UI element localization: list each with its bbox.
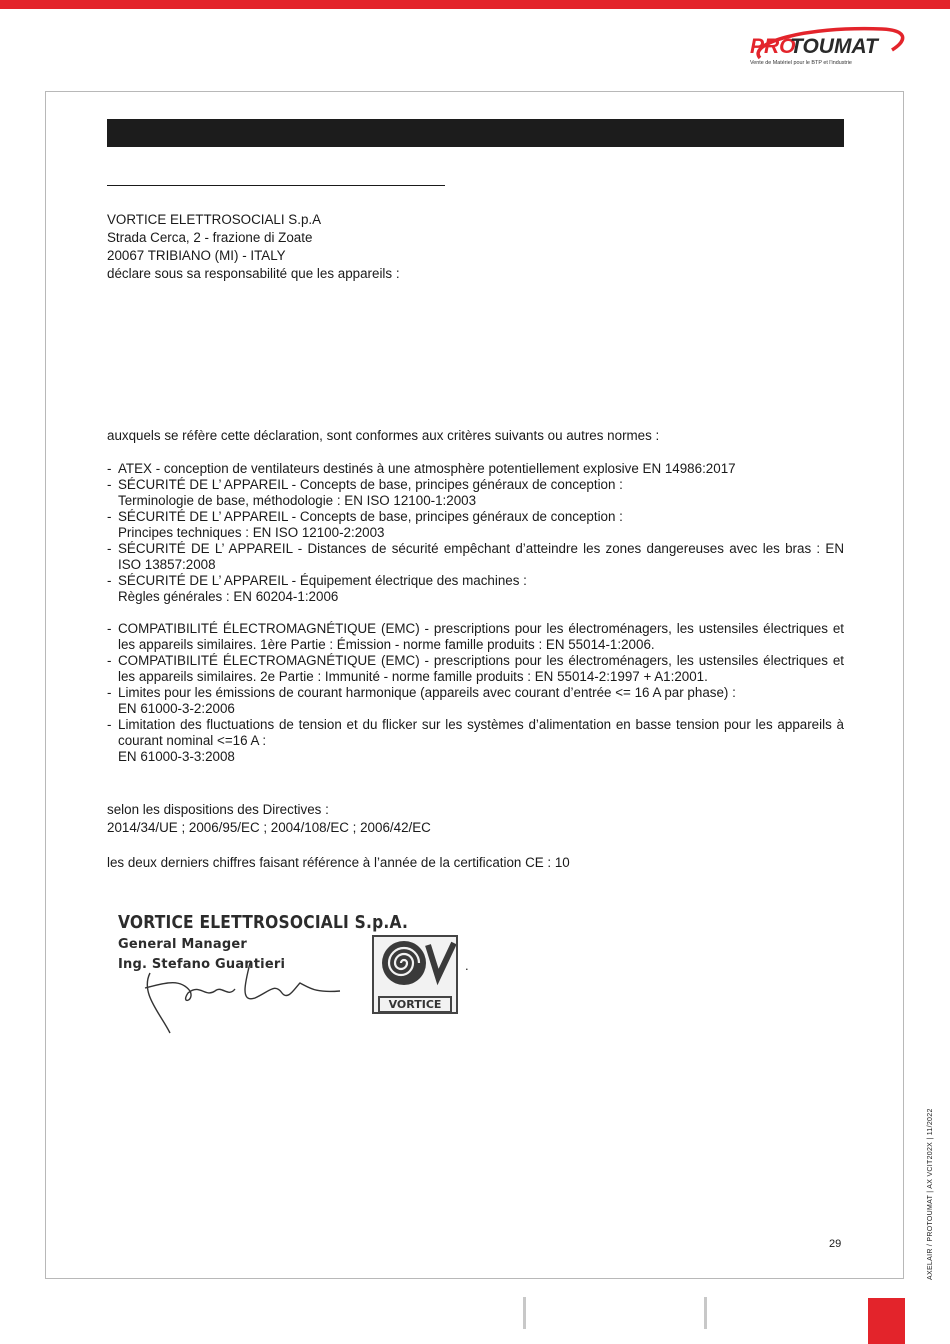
norm-text: SÉCURITÉ DE L’ APPAREIL - Équipement électrique des machines : <box>118 573 527 588</box>
footer-tick-2 <box>704 1297 707 1329</box>
norm-item <box>107 541 844 573</box>
norm-item <box>107 717 844 765</box>
norm-reference: EN 61000-3-3:2008 <box>118 749 235 764</box>
norm-item <box>107 461 844 477</box>
city-address: 20067 TRIBIANO (MI) - ITALY <box>107 248 286 263</box>
norm-text: SÉCURITÉ DE L’ APPAREIL - Concepts de base, principes généraux de conception : <box>118 477 623 492</box>
norm-text: Limitation des fluctuations de tension et du flicker sur les systèmes d’alimentation en basse tension pour les appareils à courant nominal <=16 A : <box>118 717 844 748</box>
trailing-dot: . <box>465 958 469 973</box>
bullet-dash: - <box>107 509 112 524</box>
norm-item <box>107 477 844 509</box>
norms-list <box>107 461 844 765</box>
top-accent-bar <box>0 0 950 9</box>
vortice-spiral-icon <box>374 937 456 989</box>
company-name: VORTICE ELETTROSOCIALI S.p.A <box>107 212 322 227</box>
stamp-signatory: Ing. Stefano Guantieri <box>118 957 286 972</box>
bullet-dash: - <box>107 621 112 636</box>
bullet-dash: - <box>107 573 112 588</box>
norm-text: ATEX - conception de ventilateurs destinés à une atmosphère potentiellement explosive EN 14986:2017 <box>118 461 736 476</box>
heading-rule <box>107 185 445 186</box>
norm-text: SÉCURITÉ DE L’ APPAREIL - Distances de sécurité empêchant d’atteindre les zones dangereuses avec les bras : EN ISO 13857:2008 <box>118 541 844 572</box>
logo-text-red: PRO <box>750 35 796 58</box>
stamp-role: General Manager <box>118 937 247 952</box>
vortice-logo-label: VORTICE <box>378 996 452 1013</box>
conformity-intro: auxquels se réfère cette déclaration, sont conformes aux critères suivants ou autres normes : <box>107 428 660 443</box>
norm-item <box>107 621 844 653</box>
footer-red-block <box>868 1298 905 1344</box>
footer-tick-1 <box>523 1297 526 1329</box>
stamp-company: VORTICE ELETTROSOCIALI S.p.A. <box>118 911 409 933</box>
company-stamp <box>110 905 470 1040</box>
street-address: Strada Cerca, 2 - frazione di Zoate <box>107 230 313 245</box>
protoumat-logo <box>742 24 908 72</box>
logo-text-dark: TOUMAT <box>790 35 878 58</box>
directives-label: selon les dispositions des Directives : <box>107 802 329 817</box>
norm-reference: Terminologie de base, méthodologie : EN ISO 12100-1:2003 <box>118 493 477 508</box>
handwritten-signature <box>110 953 350 1038</box>
sidebar-reference: AXELAIR / PROTOUMAT | AX VCIT202X | 11/2022 <box>927 1108 934 1280</box>
bullet-dash: - <box>107 685 112 700</box>
vortice-logo-stamp <box>372 935 458 1014</box>
norm-reference: Principes techniques : EN ISO 12100-2:2003 <box>118 525 385 540</box>
declarant-block <box>107 211 844 283</box>
norm-item <box>107 573 844 605</box>
norm-item <box>107 685 844 717</box>
logo-tagline: Vente de Matériel pour le BTP et l'industrie <box>750 60 852 66</box>
title-bar <box>107 119 844 147</box>
bullet-dash: - <box>107 541 112 556</box>
ce-note: les deux derniers chiffres faisant référence à l’année de la certification CE : 10 <box>107 855 570 870</box>
norm-text: Limites pour les émissions de courant harmonique (appareils avec courant d’entrée <= 16 A par phase) : <box>118 685 736 700</box>
directives-block <box>107 801 844 837</box>
norm-item <box>107 653 844 685</box>
bullet-dash: - <box>107 461 112 476</box>
norm-text: COMPATIBILITÉ ÉLECTROMAGNÉTIQUE (EMC) - prescriptions pour les électroménagers, les ustensiles électriques et les appareils similaires. 2e Partie : Immunité - norme famille produits : EN 55014-2:1997 + A1:2001. <box>118 653 844 684</box>
directives-list: 2014/34/UE ; 2006/95/EC ; 2004/108/EC ; 2006/42/EC <box>107 820 431 835</box>
norm-item <box>107 509 844 541</box>
declaration-statement: déclare sous sa responsabilité que les appareils : <box>107 266 400 281</box>
bullet-dash: - <box>107 477 112 492</box>
norm-text: SÉCURITÉ DE L’ APPAREIL - Concepts de base, principes généraux de conception : <box>118 509 623 524</box>
bullet-dash: - <box>107 717 112 732</box>
norm-reference: EN 61000-3-2:2006 <box>118 701 235 716</box>
page-number: 29 <box>829 1238 842 1250</box>
norm-reference: Règles générales : EN 60204-1:2006 <box>118 589 339 604</box>
bullet-dash: - <box>107 653 112 668</box>
norm-text: COMPATIBILITÉ ÉLECTROMAGNÉTIQUE (EMC) - prescriptions pour les électroménagers, les ustensiles électriques et les appareils similaires. 1ère Partie : Émission - norme famille produits : EN 55014-1:2006. <box>118 621 844 652</box>
